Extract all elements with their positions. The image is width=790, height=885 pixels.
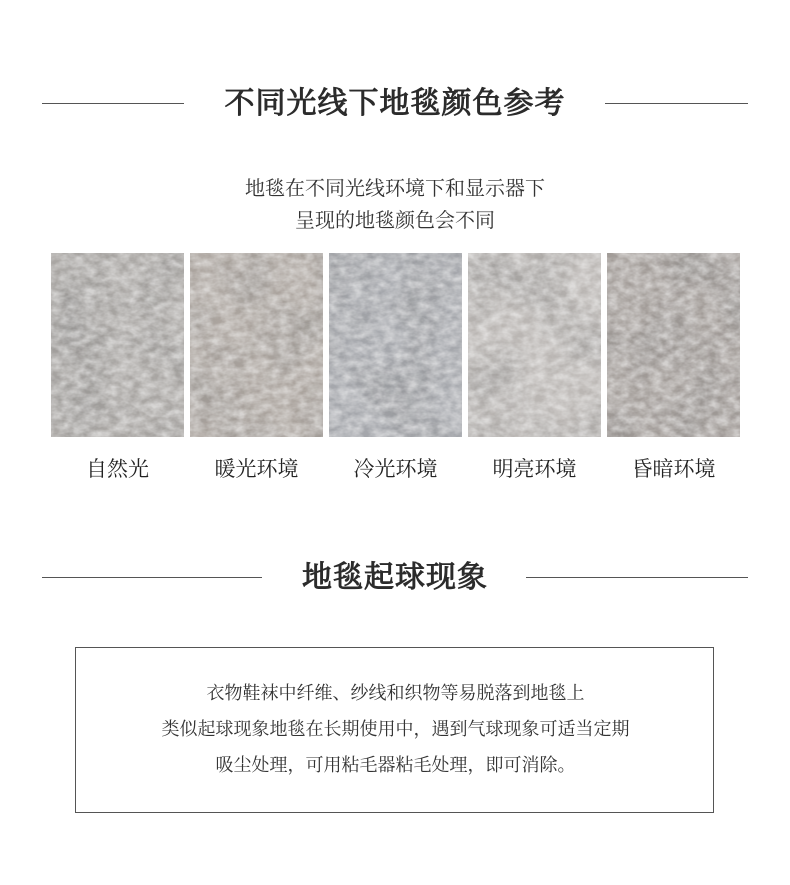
- swatch-cool-light: [329, 253, 462, 437]
- description-line-1: 地毯在不同光线环境下和显示器下: [245, 176, 545, 200]
- section-title-pilling: 地毯起球现象: [302, 560, 488, 595]
- pilling-notice-box: [75, 647, 714, 813]
- section-title-light-reference: 不同光线下地毯颜色参考: [224, 86, 566, 121]
- description-line-2: 呈现的地毯颜色会不同: [295, 208, 495, 232]
- carpet-swatch-row: [51, 253, 741, 439]
- swatch-caption-warm-light: 暖光环境: [214, 457, 299, 481]
- swatch-caption-cool-light: 冷光环境: [353, 457, 438, 481]
- swatch-caption-natural-light: 自然光: [86, 457, 149, 481]
- swatch-dim-light: [607, 253, 740, 437]
- heading-divider-right: [605, 103, 748, 104]
- notice-line-2: 类似起球现象地毯在长期使用中，遇到气球现象可适当定期: [161, 719, 630, 740]
- light-reference-description: [0, 172, 790, 236]
- section-heading-pilling: [0, 558, 790, 598]
- swatch-bright-light: [468, 253, 601, 437]
- carpet-texture: [51, 253, 184, 437]
- notice-line-1: 衣物鞋袜中纤维、纱线和织物等易脱落到地毯上: [206, 683, 585, 704]
- section-heading-light-reference: [0, 84, 790, 124]
- swatch-natural-light: [51, 253, 184, 437]
- carpet-texture: [329, 253, 462, 437]
- notice-line-3: 吸尘处理，可用粘毛器粘毛处理，即可消除。: [215, 755, 576, 776]
- swatch-caption-bright-light: 明亮环境: [492, 457, 577, 481]
- swatch-caption-dim-light: 昏暗环境: [631, 457, 716, 481]
- carpet-texture: [468, 253, 601, 437]
- swatch-warm-light: [190, 253, 323, 437]
- carpet-texture: [190, 253, 323, 437]
- heading-divider-right: [526, 577, 748, 578]
- carpet-texture: [607, 253, 740, 437]
